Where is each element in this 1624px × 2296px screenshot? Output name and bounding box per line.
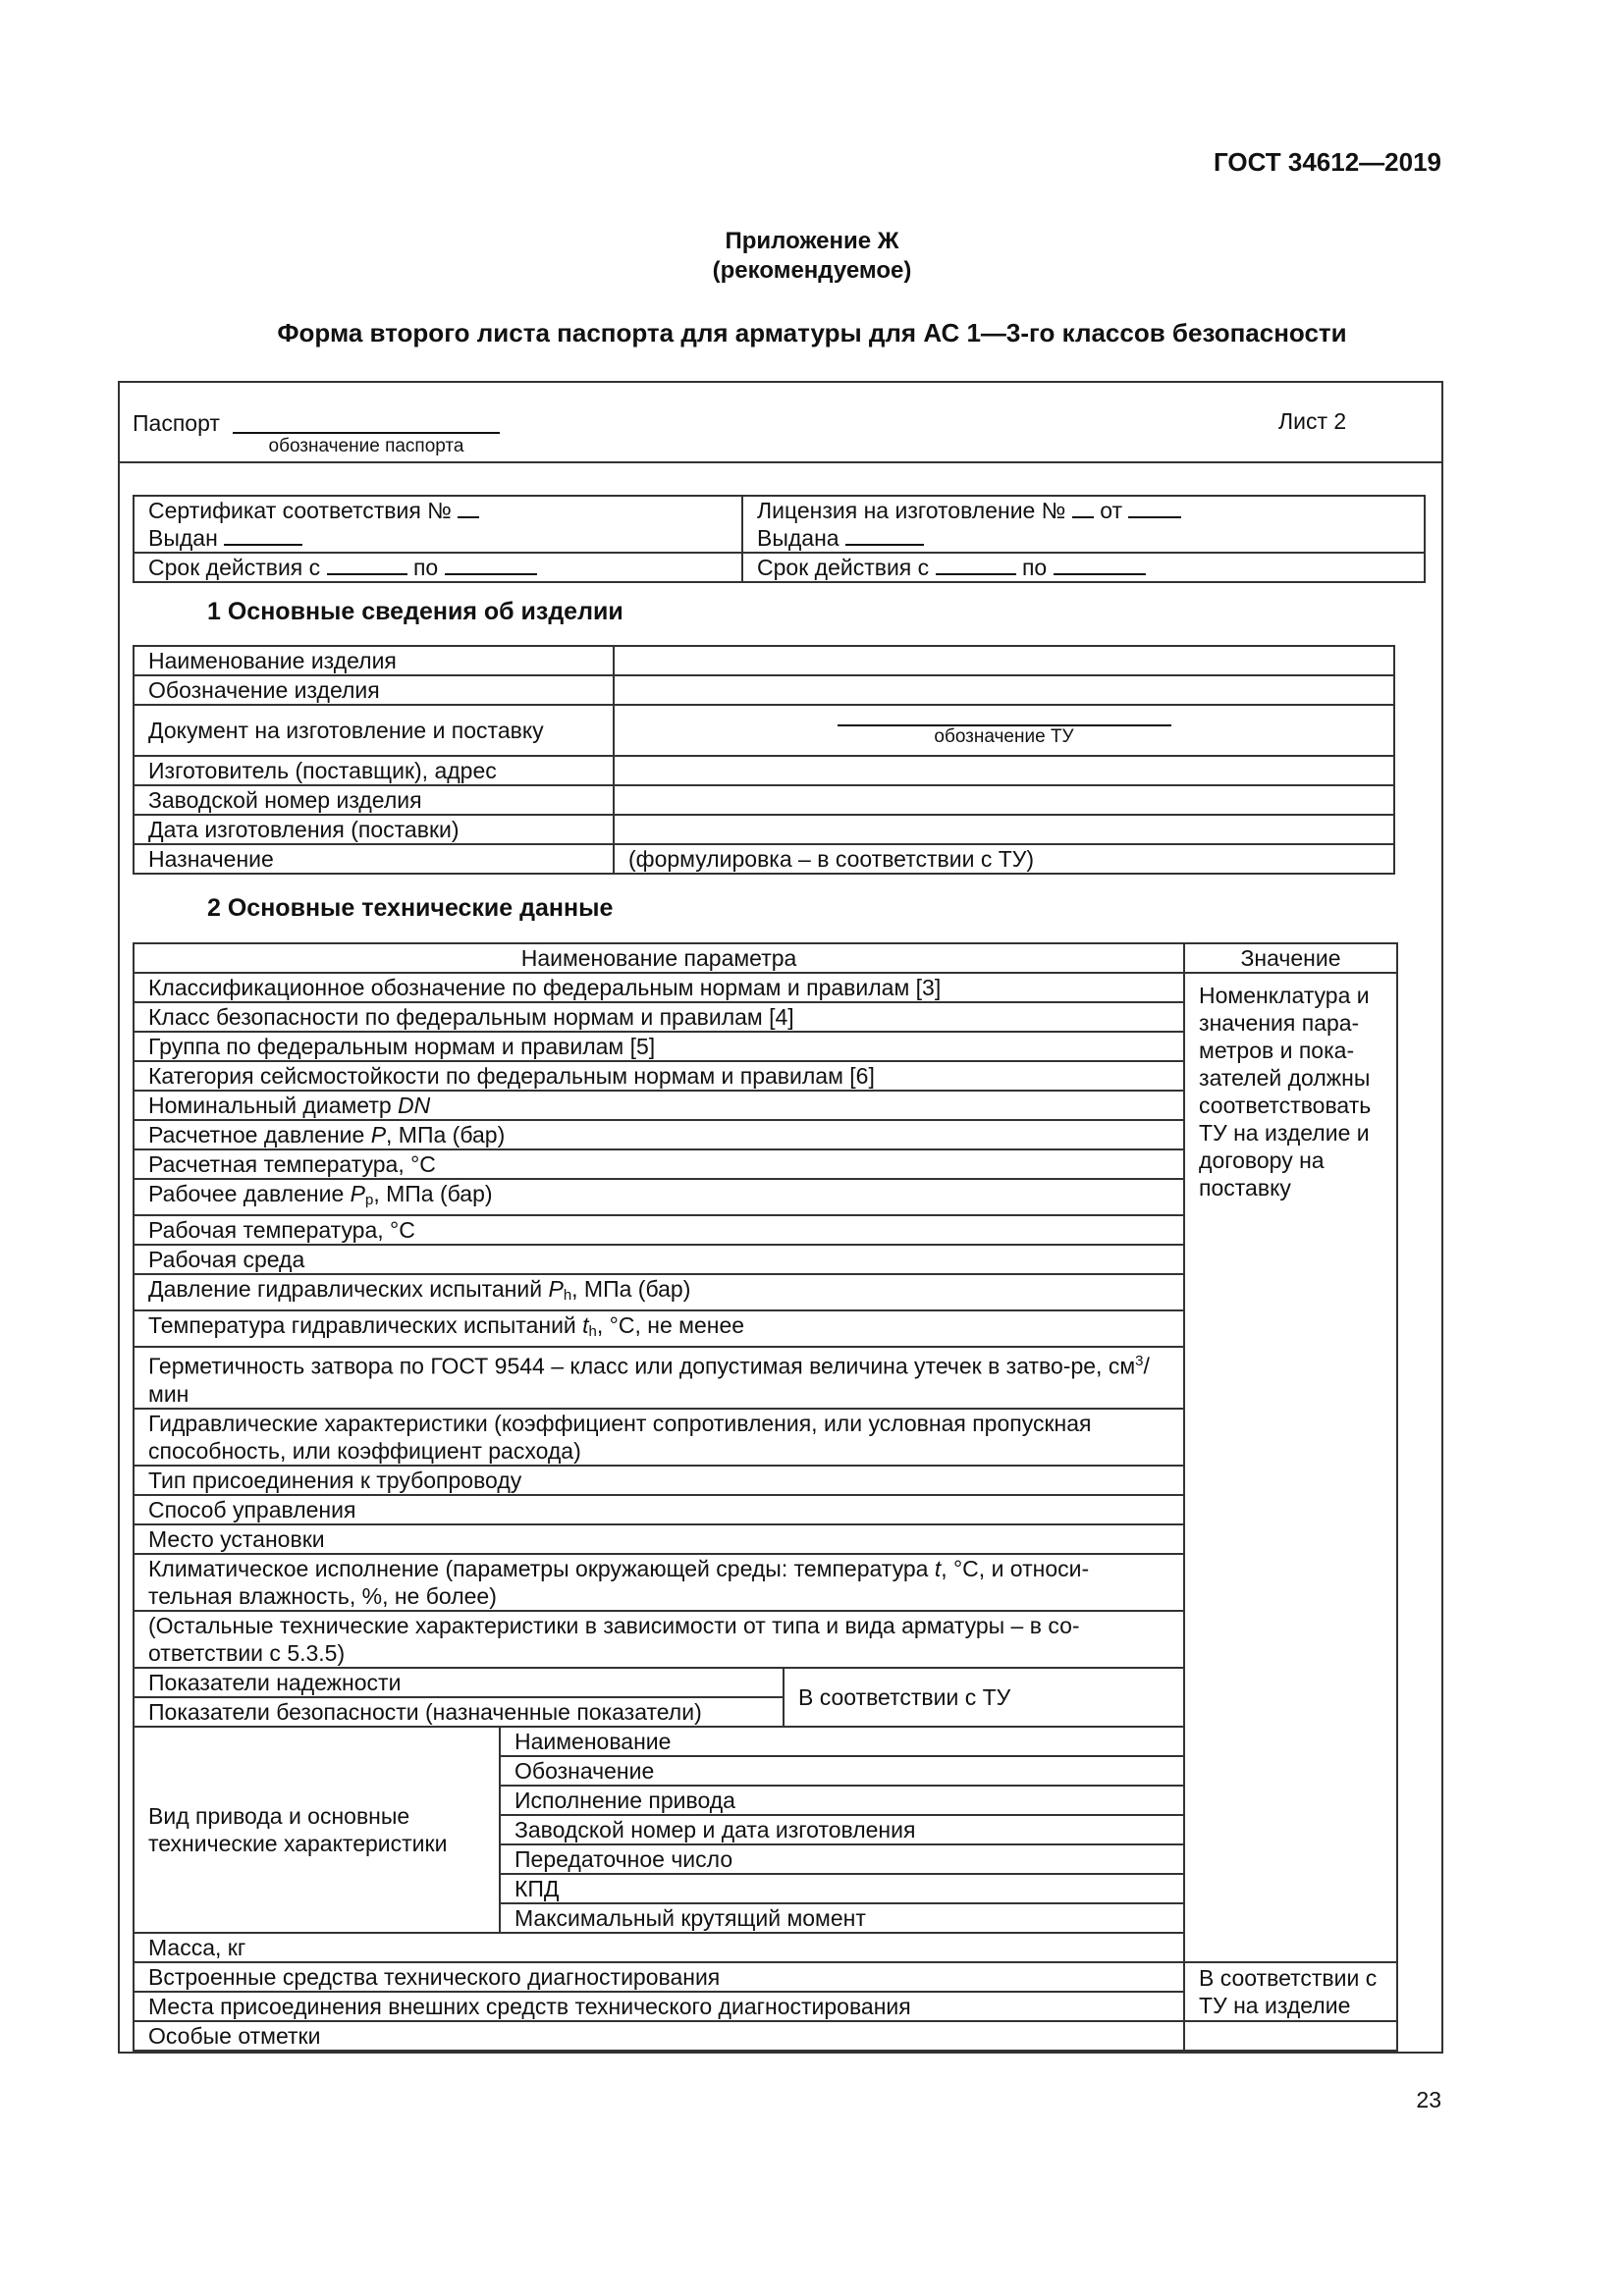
validity-to-field[interactable] [1054, 554, 1146, 575]
drive-item: Исполнение привода [500, 1786, 1184, 1815]
italic-symbol: P [370, 1122, 387, 1148]
page-number: 23 [1416, 2087, 1441, 2112]
row-value[interactable] [614, 705, 1394, 756]
row-label: Заводской номер изделия [134, 785, 614, 815]
row-label: Наименование изделия [134, 646, 614, 675]
table-row [134, 844, 1394, 874]
table-row [134, 1962, 1397, 1992]
appendix-status: (рекомендуемое) [712, 257, 912, 284]
row-value[interactable] [614, 785, 1394, 815]
diag-builtin-label: Встроенные средства технического диагностирования [134, 1962, 1184, 1992]
parameter-label [134, 1347, 1184, 1409]
issued-label: Выдан [148, 525, 218, 551]
form-title: Форма второго листа паспорта для арматуры для АС 1—3-го классов безопасности [277, 318, 1347, 347]
row-value[interactable] [614, 815, 1394, 844]
table-row [134, 646, 1394, 675]
drive-label: Вид привода и основные технические характеристики [134, 1727, 500, 1933]
parameter-label [134, 1179, 1184, 1215]
table-row [134, 785, 1394, 815]
value-note: Номенклатура и значения пара-метров и пока-зателей должны соответствовать ТУ на изделие и договору на поставку [1184, 973, 1397, 1962]
license-date-field[interactable] [1128, 497, 1181, 518]
table-row [134, 705, 1394, 756]
passport-number-field[interactable] [233, 432, 500, 434]
column-header-value: Значение [1184, 943, 1397, 973]
superscript: 3 [1135, 1353, 1144, 1369]
issued-field[interactable] [224, 524, 302, 546]
text: (Остальные технические характеристики в зависимости от типа и вида арматуры – в со-ответствии с 5.3.5) [148, 1612, 1080, 1666]
table-row [134, 815, 1394, 844]
row-label: Дата изготовления (поставки) [134, 815, 614, 844]
certificate-table [133, 495, 1426, 583]
notes-label: Особые отметки [134, 2021, 1184, 2051]
drive-item: Максимальный крутящий момент [500, 1903, 1184, 1933]
text: Герметичность затвора по ГОСТ 9544 – класс или допустимая величина утечек в затво-ре, см [148, 1353, 1136, 1379]
parameter-label [134, 1409, 1184, 1466]
to-label: по [1021, 555, 1048, 580]
parameter-label [134, 1120, 1184, 1149]
text: Гидравлические характеристики (коэффициент сопротивления, или условная пропускная способность, или коэффициент расхода) [148, 1410, 1092, 1464]
text: Расчетное давление [148, 1122, 371, 1148]
appendix-title: Приложение Ж [725, 228, 899, 254]
text: Рабочая среда [148, 1247, 305, 1272]
text: Класс безопасности по федеральным нормам и правилам [4] [148, 1004, 794, 1030]
license-from-label: от [1100, 498, 1123, 523]
row-value[interactable]: (формулировка – в соответствии с ТУ) [614, 844, 1394, 874]
italic-symbol: t [934, 1555, 942, 1581]
row-label: Обозначение изделия [134, 675, 614, 705]
validity-to-field[interactable] [445, 554, 537, 575]
parameter-label [134, 1524, 1184, 1554]
text: Климатическое исполнение (параметры окружающей среды: температура [148, 1555, 935, 1581]
passport-header [118, 381, 1441, 463]
row-label: Изготовитель (поставщик), адрес [134, 756, 614, 785]
section1-title: 1 Основные сведения об изделии [207, 598, 623, 625]
license-issued-field[interactable] [845, 524, 924, 546]
license-cell [742, 496, 1425, 553]
table-row [134, 675, 1394, 705]
cert-no-label: Сертификат соответствия № [148, 498, 452, 523]
cert-no-field[interactable] [458, 497, 479, 518]
sheet-number: Лист 2 [1278, 408, 1347, 434]
parameter-label [134, 1554, 1184, 1611]
standard-number: ГОСТ 34612—2019 [1214, 147, 1441, 177]
drive-item: Заводской номер и дата изготовления [500, 1815, 1184, 1844]
mass-label: Масса, кг [134, 1933, 1184, 1962]
text: Рабочая температура, °С [148, 1217, 415, 1243]
technical-data-table [133, 942, 1398, 2052]
passport-label: Паспорт [133, 410, 220, 436]
text: Тип присоединения к трубопроводу [148, 1467, 522, 1493]
table-row [134, 943, 1397, 973]
safety-label: Показатели безопасности (назначенные показатели) [134, 1697, 784, 1727]
text: Рабочее давление [148, 1181, 351, 1206]
row-label: Документ на изготовление и поставку [134, 705, 614, 756]
text: , °С, и относи-тельная влажность, %, не более) [148, 1555, 1090, 1609]
parameter-label [134, 973, 1184, 1002]
subscript: h [588, 1323, 597, 1340]
text: , МПа (бар) [373, 1181, 493, 1206]
row-value[interactable] [614, 756, 1394, 785]
italic-symbol: DN [398, 1093, 431, 1118]
validity-from-field[interactable] [936, 554, 1016, 575]
parameter-label [134, 1091, 1184, 1120]
reliability-label: Показатели надежности [134, 1668, 784, 1697]
parameter-label [134, 1274, 1184, 1310]
table-row [134, 756, 1394, 785]
text: Расчетная температура, °С [148, 1151, 436, 1177]
subscript: h [563, 1287, 572, 1304]
italic-symbol: P [350, 1181, 365, 1206]
product-info-table [133, 645, 1395, 875]
text: , °С, не менее [596, 1312, 745, 1338]
validity-from-field[interactable] [327, 554, 407, 575]
text: , МПа (бар) [386, 1122, 506, 1148]
parameter-label [134, 1245, 1184, 1274]
drive-item: Передаточное число [500, 1844, 1184, 1874]
diag-value: В соответствии с ТУ на изделие [1184, 1962, 1397, 2021]
text: Номинальный диаметр [148, 1093, 399, 1118]
passport-caption: обозначение паспорта [268, 436, 464, 456]
validity-label: Срок действия с [757, 555, 930, 580]
text: Классификационное обозначение по федеральным нормам и правилам [3] [148, 975, 942, 1000]
parameter-label [134, 1310, 1184, 1347]
parameter-label [134, 1611, 1184, 1668]
certificate-cell [134, 496, 742, 553]
row-label: Назначение [134, 844, 614, 874]
parameter-label [134, 1466, 1184, 1495]
parameter-label [134, 1215, 1184, 1245]
tu-caption: обозначение ТУ [934, 726, 1074, 747]
text: Категория сейсмостойкости по федеральным нормам и правилам [6] [148, 1063, 875, 1089]
section2-title: 2 Основные технические данные [207, 894, 614, 922]
subscript: р [364, 1192, 374, 1208]
row-value[interactable] [614, 675, 1394, 705]
diag-external-label: Места присоединения внешних средств технического диагностирования [134, 1992, 1184, 2021]
table-row [134, 2021, 1397, 2051]
text: , МПа (бар) [571, 1276, 691, 1302]
text: Давление гидравлических испытаний [148, 1276, 549, 1302]
cert-validity-cell [134, 553, 742, 582]
drive-item: КПД [500, 1874, 1184, 1903]
license-no-label: Лицензия на изготовление № [757, 498, 1066, 523]
text: Температура гидравлических испытаний [148, 1312, 583, 1338]
to-label: по [412, 555, 439, 580]
per-tu-value: В соответствии с ТУ [784, 1668, 1184, 1727]
italic-symbol: t [582, 1312, 589, 1338]
validity-label: Срок действия с [148, 555, 321, 580]
row-value[interactable] [614, 646, 1394, 675]
notes-value[interactable] [1184, 2021, 1397, 2051]
text: Группа по федеральным нормам и правилам [5] [148, 1034, 656, 1059]
issued-label: Выдана [757, 525, 839, 551]
parameter-label [134, 1495, 1184, 1524]
parameter-label [134, 1149, 1184, 1179]
table-row [134, 973, 1397, 1002]
text: Место установки [148, 1525, 325, 1552]
license-validity-cell [742, 553, 1425, 582]
italic-symbol: P [548, 1276, 564, 1302]
license-no-field[interactable] [1072, 497, 1094, 518]
drive-item: Наименование [500, 1727, 1184, 1756]
parameter-label [134, 1061, 1184, 1091]
drive-item: Обозначение [500, 1756, 1184, 1786]
parameter-label [134, 1002, 1184, 1032]
text: Способ управления [148, 1496, 356, 1522]
parameter-label [134, 1032, 1184, 1061]
text: /мин [148, 1353, 1150, 1407]
column-header-parameter: Наименование параметра [134, 943, 1184, 973]
